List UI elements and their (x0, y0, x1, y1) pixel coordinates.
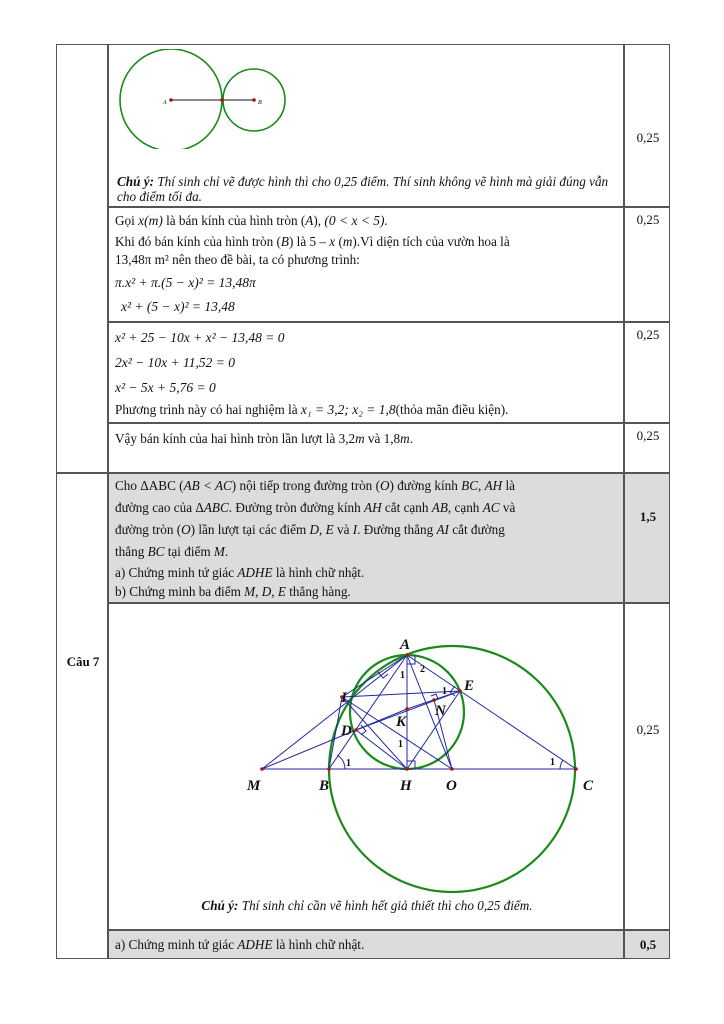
text: A (305, 213, 314, 228)
problem-line1 (115, 475, 617, 497)
point-b (327, 767, 331, 771)
label-d: D (341, 723, 352, 739)
step1-equation1: π.x² + π.(5 − x)² = 13,48π (115, 275, 256, 290)
text: x (329, 234, 336, 249)
text: . (224, 544, 229, 559)
label-b: B (319, 778, 330, 794)
text: (thỏa mãn điều kiện). (395, 402, 509, 417)
angle-c1: 1 (550, 757, 555, 768)
text: là bán kính của hình tròn ( (162, 213, 306, 228)
text: O (181, 522, 191, 537)
text: thẳng (115, 544, 148, 559)
text: cắt đường (448, 522, 505, 537)
text: tại điểm (164, 544, 214, 559)
part-a-heading (115, 936, 617, 954)
text: BC (461, 478, 479, 493)
roots: x₁ = 3,2; x₂ = 1,8 (300, 402, 396, 417)
problem-line3 (115, 519, 617, 541)
text: , (319, 522, 326, 537)
arc-c (560, 760, 563, 769)
step3-conclusion (115, 430, 617, 448)
text: , (271, 584, 278, 599)
grading-table (56, 44, 670, 959)
step1-line3: 13,48π m² nên theo đề bài, ta có phương trình: (115, 252, 360, 267)
point-k (405, 707, 409, 711)
text: m (342, 234, 353, 249)
point-tangent (220, 98, 224, 102)
text: , (478, 478, 485, 493)
point-c (574, 767, 578, 771)
angle-b1: 1 (346, 758, 351, 769)
angle-a2: 2 (420, 664, 425, 675)
line-ab (329, 655, 407, 769)
text: . Đường thẳng (357, 522, 437, 537)
text: là (502, 478, 516, 493)
angle-a1: 1 (400, 670, 405, 681)
label-k: K (396, 714, 407, 730)
text: . Đường tròn đường kính (228, 500, 365, 515)
score-value: 0,25 (636, 327, 660, 342)
text: Gọi (115, 213, 139, 228)
text: cắt cạnh (381, 500, 432, 515)
text: m (400, 431, 410, 446)
row-cau7-problem (108, 473, 624, 603)
text: là hình chữ nhật. (272, 937, 365, 952)
note-text: Thí sinh chỉ cần vẽ hình hết giả thiết thì cho 0,25 điểm. (238, 898, 533, 913)
score-value: 0,25 (636, 212, 660, 227)
text: , (255, 584, 262, 599)
label-e: E (464, 678, 475, 694)
row-step2 (108, 322, 624, 423)
step2-equation1: x² + 25 − 10x + x² − 13,48 = 0 (115, 330, 285, 345)
line-ih-chord (342, 655, 407, 697)
variable-x: x(m) (138, 213, 163, 228)
text: đường cao của Δ (115, 500, 204, 515)
text: ADHE (237, 565, 273, 580)
note-text: Thí sinh chỉ vẽ được hình thì cho 0,25 điểm. Thí sinh không vẽ hình mà giải đúng vẫn cho điểm tối đa. (117, 174, 609, 204)
score-cell-step3 (624, 423, 670, 473)
score-value: 0,25 (636, 722, 660, 737)
text: a) Chứng minh tứ giác (115, 565, 238, 580)
left-column-top (56, 44, 108, 473)
score-cell-part-a (624, 930, 670, 959)
text: E (277, 584, 286, 599)
point-a (169, 98, 173, 102)
row-cau7-figure (108, 603, 624, 930)
text: ( (335, 234, 343, 249)
text: Cho ΔABC ( (115, 478, 184, 493)
score-cell-step2 (624, 322, 670, 423)
score-cell-figure1 (624, 44, 670, 207)
text: ).Vì diện tích của vườn hoa là (352, 234, 510, 249)
text: M (244, 584, 256, 599)
text: ), (313, 213, 325, 228)
text: AH (364, 500, 382, 515)
text: AI (436, 522, 449, 537)
point-d (354, 728, 358, 732)
label-m: M (247, 778, 261, 794)
score-cell-figure2 (624, 603, 670, 930)
score-cell-step1 (624, 207, 670, 322)
text: a) Chứng minh tứ giác (115, 937, 238, 952)
note-figure1 (117, 174, 617, 204)
text: ) nội tiếp trong đường tròn ( (231, 478, 380, 493)
condition: (0 < x < 5). (324, 213, 388, 228)
text: ADHE (237, 937, 273, 952)
text: AB < AC (183, 478, 232, 493)
two-circles-figure (113, 49, 313, 149)
line-ac (407, 655, 576, 769)
step1-line2 (115, 233, 617, 251)
row-step3 (108, 423, 624, 473)
text: BC (147, 544, 165, 559)
note-figure2 (109, 897, 625, 915)
score-value: 0,25 (636, 130, 660, 145)
text: B (280, 234, 289, 249)
angle-e1: 1 (442, 686, 447, 697)
question-number: Câu 7 (66, 654, 100, 669)
text: và (499, 500, 516, 515)
text: đường tròn ( (115, 522, 182, 537)
right-angle-n (431, 694, 438, 699)
arc-b (337, 755, 345, 769)
label-h: H (400, 778, 412, 794)
text: D (309, 522, 320, 537)
text: M (213, 544, 225, 559)
text: I (352, 522, 358, 537)
step2-equation2: 2x² − 10x + 11,52 = 0 (115, 355, 235, 370)
row-figure1 (108, 44, 624, 207)
text: b) Chứng minh ba điểm (115, 584, 245, 599)
note-label: Chú ý: (117, 174, 155, 189)
text: là hình chữ nhật. (272, 565, 365, 580)
problem-line4 (115, 541, 617, 563)
left-column-cau7 (56, 473, 108, 959)
text: thẳng hàng. (285, 584, 351, 599)
text: ABC (203, 500, 229, 515)
text: AH (484, 478, 503, 493)
point-b (252, 98, 256, 102)
text: AB (431, 500, 448, 515)
step1-equation2: x² + (5 − x)² = 13,48 (121, 299, 235, 314)
step1-line1 (115, 212, 617, 230)
point-o (450, 767, 454, 771)
label-c: C (583, 778, 594, 794)
row-step1 (108, 207, 624, 322)
score-value: 0,5 (639, 937, 657, 952)
problem-part-b (115, 581, 617, 603)
point-m (260, 767, 264, 771)
text: m (355, 431, 365, 446)
note-label: Chú ý: (201, 898, 239, 913)
text: , cạnh (447, 500, 483, 515)
label-o: O (446, 778, 457, 794)
step2-equation3: x² − 5x + 5,76 = 0 (115, 380, 216, 395)
text: Khi đó bán kính của hình tròn ( (115, 234, 281, 249)
text: E (325, 522, 334, 537)
text: và (333, 522, 353, 537)
text: ) là 5 – (288, 234, 330, 249)
step2-line4 (115, 401, 617, 419)
point-e (458, 689, 462, 693)
text: D (261, 584, 272, 599)
score-value: 1,5 (639, 509, 657, 524)
text: Vậy bán kính của hai hình tròn lần lượt là 3,2 (115, 431, 356, 446)
text: . (409, 431, 413, 446)
point-n (432, 698, 436, 702)
label-b: B (258, 100, 262, 106)
text: ) đường kính (389, 478, 462, 493)
label-a: A (163, 100, 167, 106)
text: và 1,8 (364, 431, 401, 446)
problem-line2 (115, 497, 617, 519)
score-value: 0,25 (636, 428, 660, 443)
text: Phương trình này có hai nghiệm là (115, 402, 301, 417)
text: AC (482, 500, 500, 515)
text: O (379, 478, 390, 493)
point-h (405, 767, 409, 771)
score-cell-problem (624, 473, 670, 603)
point-a (405, 653, 409, 657)
label-i: I (341, 690, 347, 706)
label-a: A (400, 637, 411, 653)
row-part-a (108, 930, 624, 959)
text: ) lần lượt tại các điểm (190, 522, 310, 537)
angle-k1: 1 (398, 739, 403, 750)
geometry-figure (109, 604, 625, 904)
label-n: N (435, 703, 446, 719)
